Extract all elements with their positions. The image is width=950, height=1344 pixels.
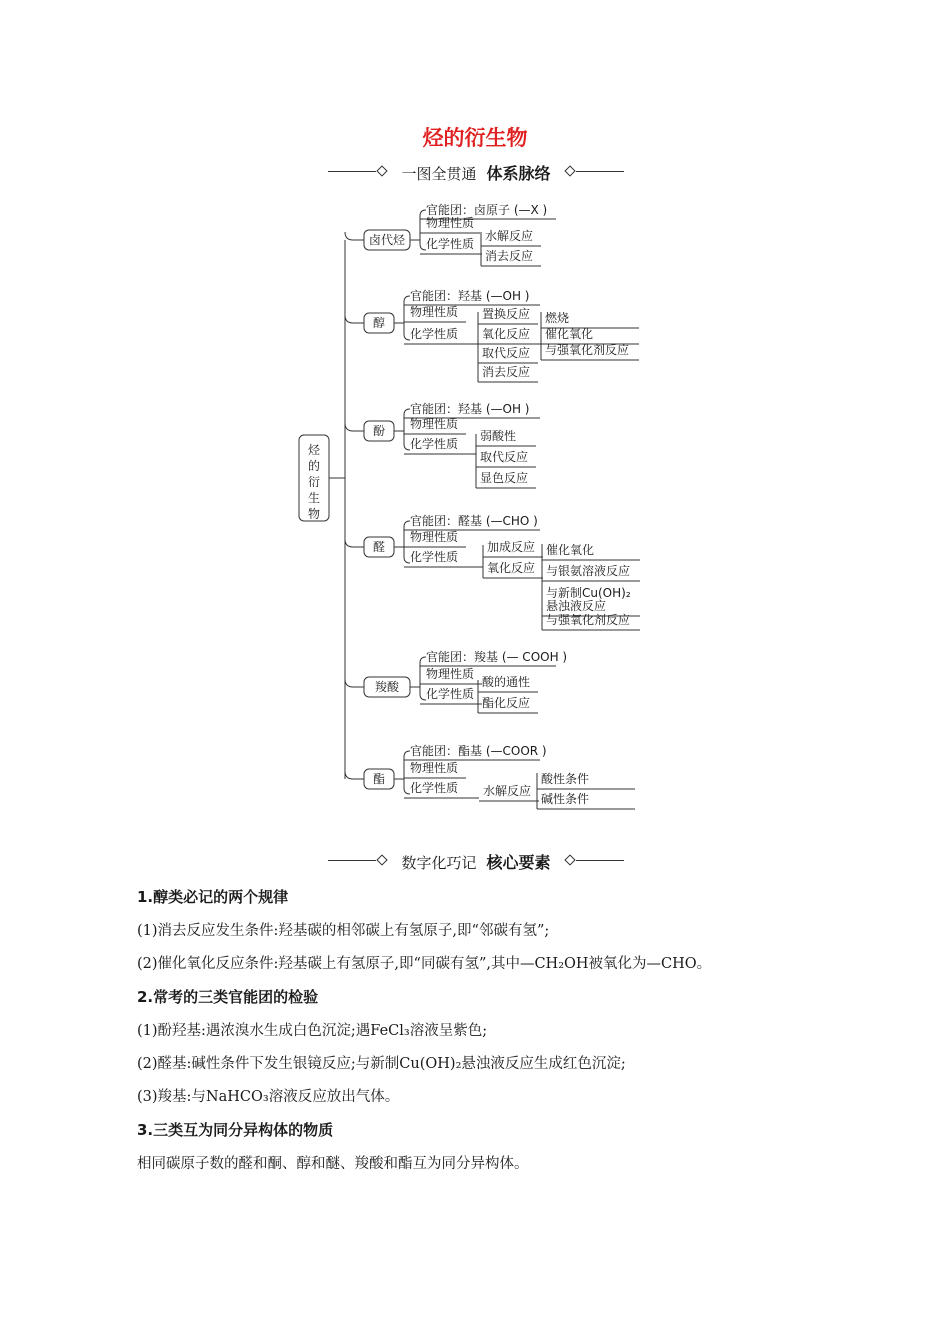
- paragraph: (1)酚羟基:遇浓溴水生成白色沉淀;遇FeCl₃溶液呈紫色;: [137, 1023, 488, 1039]
- branch-connector: [345, 232, 364, 240]
- section-bar-keypoints: [328, 850, 624, 870]
- sub-reaction-label: 与新制Cu(OH)₂: [546, 586, 631, 600]
- chemical-properties-label: 化学性质: [410, 550, 459, 564]
- paragraph: 相同碳原子数的醛和酮、醇和醚、羧酸和酯互为同分异构体。: [137, 1156, 529, 1172]
- root-node-char: 生: [307, 491, 321, 505]
- branch-connector: [345, 679, 364, 687]
- functional-group-label: 官能团：羟基 (—OH ): [410, 289, 530, 303]
- physical-properties-label: 物理性质: [426, 667, 475, 681]
- physical-properties-label: 物理性质: [410, 761, 459, 775]
- physical-properties-label: 物理性质: [410, 417, 459, 431]
- section-heading: 3.三类互为同分异构体的物质: [137, 1121, 334, 1139]
- sub-reaction-label: 催化氧化: [545, 327, 594, 341]
- chemical-properties-label: 化学性质: [410, 781, 459, 795]
- physical-properties-label: 物理性质: [410, 530, 459, 544]
- functional-group-label: 官能团：羟基 (—OH ): [410, 402, 530, 416]
- sub-reaction-label: 碱性条件: [541, 792, 590, 806]
- reaction-label: 消去反应: [482, 365, 531, 379]
- branch-connector: [345, 423, 364, 431]
- branch-connector: [345, 771, 364, 779]
- reaction-label: 显色反应: [480, 471, 529, 485]
- root-node-char: 衍: [307, 475, 321, 489]
- functional-group-label: 官能团：酯基 (—COOR ): [410, 744, 547, 758]
- sub-reaction-label: 与银氨溶液反应: [546, 564, 631, 578]
- reaction-label: 取代反应: [480, 450, 529, 464]
- branch-connector: [345, 539, 364, 547]
- paragraph: (3)羧基:与NaHCO₃溶液反应放出气体。: [137, 1089, 400, 1105]
- reaction-label: 消去反应: [485, 249, 534, 263]
- physical-properties-label: 物理性质: [410, 305, 459, 319]
- sub-reaction-label: 与强氧化剂反应: [545, 343, 630, 357]
- branch-connector: [345, 315, 364, 323]
- branch-node-label: 羧酸: [374, 680, 400, 694]
- bar-label-bold: 体系脉络: [486, 164, 551, 183]
- reaction-label: 氧化反应: [487, 561, 536, 575]
- functional-group-label: 官能团：羧基 (— COOH ): [426, 650, 568, 664]
- bar-label-bold: 核心要素: [486, 853, 551, 872]
- root-node-char: 的: [307, 459, 321, 473]
- chemical-properties-label: 化学性质: [426, 237, 475, 251]
- functional-group-label: 官能团：醛基 (—CHO ): [410, 514, 538, 528]
- page-title: 烃的衍生物: [422, 126, 528, 150]
- sub-reaction-label: 催化氧化: [546, 543, 595, 557]
- paragraph: (2)催化氧化反应条件:羟基碳上有氢原子,即“同碳有氢”,其中—CH₂OH被氧化为—CHO。: [137, 956, 712, 972]
- functional-group-label: 官能团：卤原子 (—X ): [426, 203, 548, 217]
- section-heading: 2.常考的三类官能团的检验: [137, 988, 319, 1006]
- paragraph: (2)醛基:碱性条件下发生银镜反应;与新制Cu(OH)₂悬浊液反应生成红色沉淀;: [137, 1056, 626, 1072]
- chemical-properties-label: 化学性质: [426, 687, 475, 701]
- root-node-char: 烃: [307, 443, 321, 457]
- reaction-label: 加成反应: [487, 540, 536, 554]
- section-heading: 1.醇类必记的两个规律: [137, 888, 289, 906]
- bar-label: 一图全贯通: [401, 165, 477, 183]
- branch-node-label: 醇: [372, 316, 386, 330]
- branch-node-label: 酚: [372, 424, 386, 438]
- branch-node-label: 醛: [372, 540, 386, 554]
- sub-reaction-label: 悬浊液反应: [546, 599, 607, 613]
- sub-reaction-label: 酸性条件: [541, 772, 590, 786]
- reaction-label: 酸的通性: [482, 675, 531, 689]
- branch-node-label: 卤代烃: [368, 233, 406, 247]
- chemical-properties-label: 化学性质: [410, 327, 459, 341]
- bar-label: 数字化巧记: [401, 854, 477, 872]
- root-node-char: 物: [307, 507, 321, 521]
- sub-reaction-label: 燃烧: [545, 311, 570, 325]
- reaction-label: 弱酸性: [480, 429, 517, 443]
- chemical-properties-label: 化学性质: [410, 437, 459, 451]
- reaction-label: 水解反应: [485, 229, 534, 243]
- branch-node-label: 酯: [372, 772, 386, 786]
- physical-properties-label: 物理性质: [426, 216, 475, 230]
- paragraph: (1)消去反应发生条件:羟基碳的相邻碳上有氢原子,即“邻碳有氢”;: [137, 923, 550, 939]
- reaction-label: 酯化反应: [482, 696, 531, 710]
- reaction-label: 氧化反应: [482, 327, 531, 341]
- reaction-label: 水解反应: [483, 784, 532, 798]
- sub-reaction-label: 与强氧化剂反应: [546, 613, 631, 627]
- reaction-label: 取代反应: [482, 346, 531, 360]
- reaction-label: 置换反应: [482, 307, 531, 321]
